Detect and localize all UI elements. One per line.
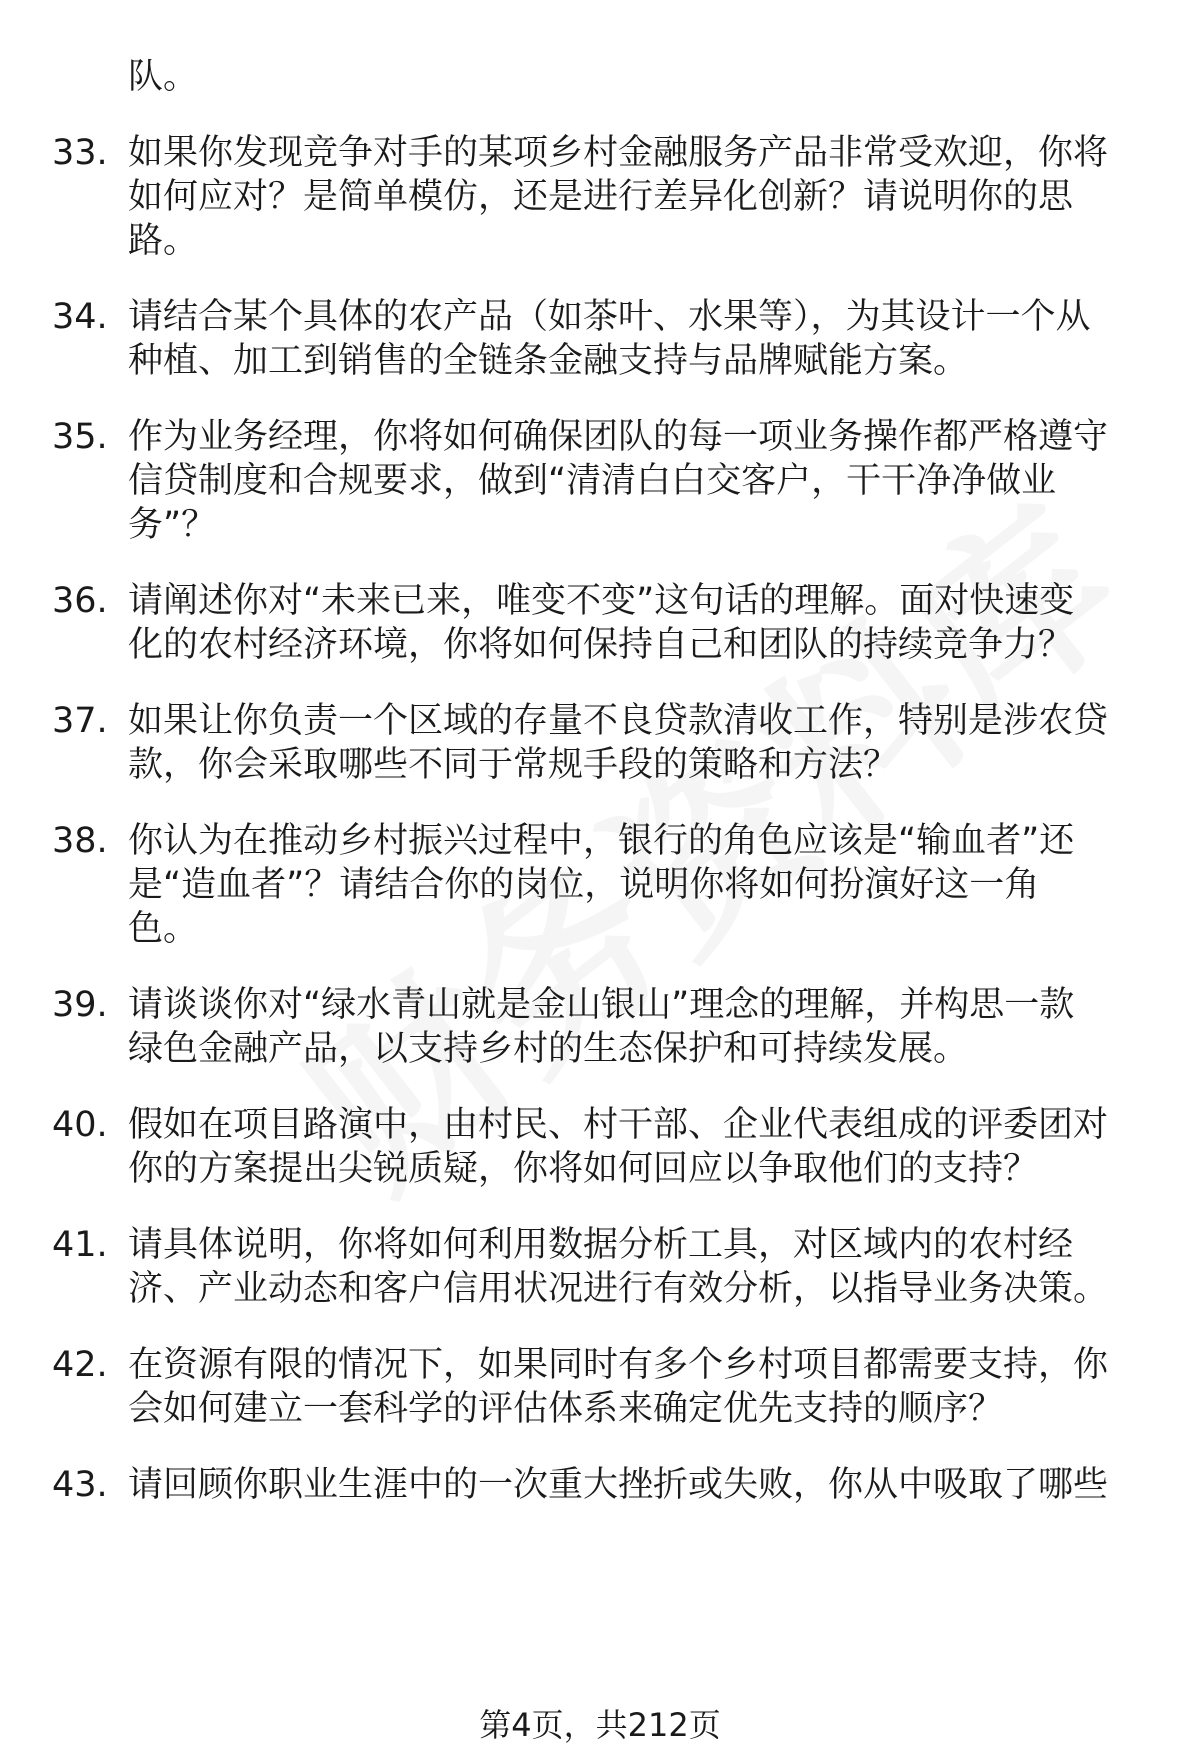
question-line: 请回顾你职业生涯中的一次重大挫折或失败，你从中吸取了哪些	[128, 1465, 1109, 1505]
question-line: 如果让你负责一个区域的存量不良贷款清收工作，特别是涉农贷	[128, 701, 1109, 741]
question-line: 在资源有限的情况下，如果同时有多个乡村项目都需要支持，你	[128, 1345, 1109, 1385]
question-line: 会如何建立一套科学的评估体系来确定优先支持的顺序？	[128, 1389, 1004, 1429]
question-number: 34.	[52, 297, 108, 337]
question-line: 济、产业动态和客户信用状况进行有效分析，以指导业务决策。	[128, 1269, 1109, 1309]
question-line: 化的农村经济环境，你将如何保持自己和团队的持续竞争力？	[128, 625, 1074, 665]
question-line: 请具体说明，你将如何利用数据分析工具，对区域内的农村经	[128, 1225, 1074, 1265]
question-line: 请谈谈你对“绿水青山就是金山银山”理念的理解，并构思一款	[128, 985, 1075, 1025]
question-line: 你认为在推动乡村振兴过程中，银行的角色应该是“输血者”还	[128, 821, 1075, 861]
question-line: 路。	[128, 221, 199, 261]
question-number: 41.	[52, 1225, 108, 1265]
question-number: 39.	[52, 985, 108, 1025]
question-number: 42.	[52, 1345, 108, 1385]
question-number: 33.	[52, 133, 108, 173]
question-line: 如果你发现竞争对手的某项乡村金融服务产品非常受欢迎，你将	[128, 133, 1109, 173]
page-footer: 第4页，共212页	[479, 1706, 721, 1744]
question-line: 作为业务经理，你将如何确保团队的每一项业务操作都严格遵守	[128, 417, 1109, 457]
question-line: 假如在项目路演中，由村民、村干部、企业代表组成的评委团对	[128, 1105, 1109, 1145]
question-line: 种植、加工到销售的全链条金融支持与品牌赋能方案。	[128, 341, 969, 381]
question-line: 请阐述你对“未来已来，唯变不变”这句话的理解。面对快速变	[128, 581, 1075, 621]
question-line: 你的方案提出尖锐质疑，你将如何回应以争取他们的支持？	[128, 1149, 1039, 1189]
question-number: 43.	[52, 1465, 108, 1505]
question-line: 是“造血者”？请结合你的岗位，说明你将如何扮演好这一角	[128, 865, 1040, 905]
question-line: 绿色金融产品，以支持乡村的生态保护和可持续发展。	[128, 1029, 969, 1069]
question-line: 信贷制度和合规要求，做到“清清白白交客户，干干净净做业	[128, 461, 1057, 501]
question-line: 如何应对？是简单模仿，还是进行差异化创新？请说明你的思	[128, 177, 1074, 217]
continuation-line: 队。	[128, 57, 199, 97]
question-line: 请结合某个具体的农产品（如茶叶、水果等），为其设计一个从	[128, 297, 1091, 337]
question-number: 38.	[52, 821, 108, 861]
question-number: 35.	[52, 417, 108, 457]
question-number: 36.	[52, 581, 108, 621]
question-number: 40.	[52, 1105, 108, 1145]
question-number: 37.	[52, 701, 108, 741]
question-line: 务”？	[128, 505, 217, 545]
question-line: 款，你会采取哪些不同于常规手段的策略和方法？	[128, 745, 899, 785]
question-line: 色。	[128, 909, 199, 949]
